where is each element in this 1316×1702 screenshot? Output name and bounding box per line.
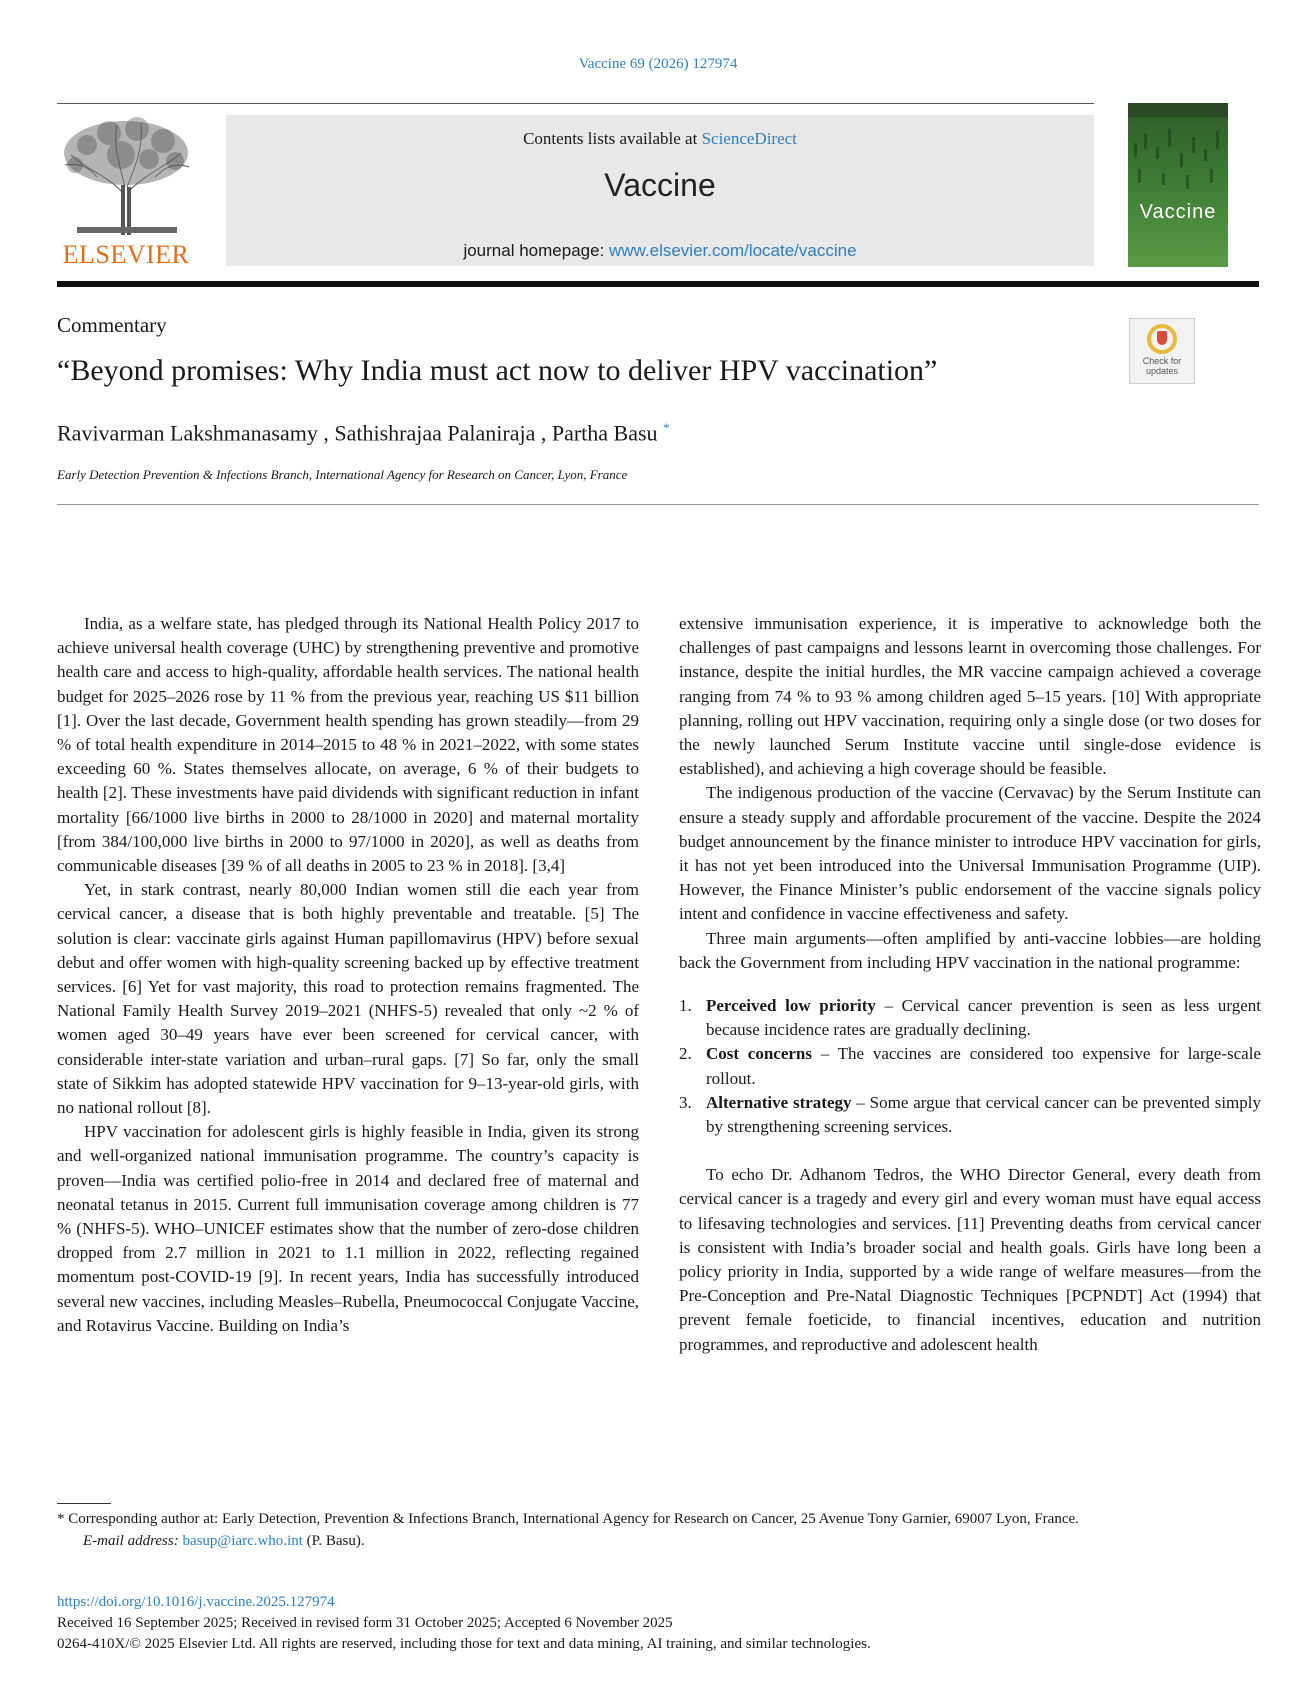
author-names[interactable]: Ravivarman Lakshmanasamy , Sathishrajaa Palaniraja , Partha Basu — [57, 420, 658, 446]
list-item — [679, 1091, 1262, 1139]
crossmark-label — [1130, 356, 1194, 376]
header-thick-rule — [57, 281, 1259, 287]
homepage-link[interactable]: www.elsevier.com/locate/vaccine — [609, 241, 857, 260]
header-divider — [57, 504, 1259, 505]
author-affiliation: Early Detection Prevention & Infections Branch, International Agency for Research on Cancer, Lyon, France — [57, 467, 628, 482]
body-paragraph: To echo Dr. Adhanom Tedros, the WHO Director General, every death from cervical cancer is a tragedy and every girl and every woman must have equal access to lifesaving technologies and services. [11] Preventing deaths from cervical cancer is consistent with India’s broader social and health goals. Girls have long been a policy priority in India, supported by a wide range of welfare measures—from the Pre-Conception and Pre-Natal Diagnostic Techniques [PCPNDT] Act (1994) that prevent female foeticide, to financial incentives, education and nutrition programmes, and reproductive and adolescent health — [679, 1165, 1261, 1354]
article-title: “Beyond promises: Why India must act now to deliver HPV vaccination” — [57, 354, 938, 387]
homepage-line — [226, 241, 1094, 261]
body-paragraph: The indigenous production of the vaccine (Cervavac) by the Serum Institute can ensure a steady supply and affordable procurement of the vaccine. Despite the 2024 budget announcement by the finance minister to introduce HPV vaccination for girls, it has not yet been introduced into the Universal Immunisation Programme (UIP). However, the Finance Minister’s public endorsement of the vaccine signals policy intent and confidence in vaccine effectiveness and safety. — [679, 783, 1261, 924]
list-item-number: 1. — [679, 996, 692, 1016]
list-item-term: Alternative strategy — [706, 1092, 852, 1112]
email-label: E-mail address: — [83, 1533, 183, 1549]
email-suffix: (P. Basu). — [302, 1533, 365, 1549]
email-line — [57, 1530, 1259, 1552]
list-item-number: 3. — [679, 1092, 692, 1112]
article-type: Commentary — [57, 313, 167, 337]
list-item-term: Perceived low priority — [706, 996, 876, 1016]
journal-name: Vaccine — [604, 167, 716, 203]
crossmark-label-line2: updates — [1145, 366, 1179, 376]
homepage-prefix: journal homepage: — [463, 241, 609, 260]
contents-prefix: Contents lists available at — [523, 129, 702, 148]
header-top-rule — [57, 103, 1094, 104]
body-paragraph: Yet, in stark contrast, nearly 80,000 Indian women still die each year from cervical cancer, a disease that is both highly preventable and treatable. [5] The solution is clear: vaccinate girls against Human papillomavirus (HPV) before sexual debut and offer women with high-quality screening backed up by effective treatment services. [6] Yet for vast majority, this road to protection remains fragmented. The National Family Health Survey 2019–2021 (NHFS-5) revealed that only ~2 % of women aged 30–49 years have ever been screened for cervical cancer, with considerable inter-state variation and urban–rural gaps. [7] So far, only the small state of Sikkim has adopted statewide HPV vaccination for 9–13-year-old girls, with no national rollout [8]. — [57, 880, 639, 1118]
crossmark-icon — [1147, 324, 1177, 354]
journal-info-box — [226, 115, 1094, 266]
sciencedirect-link[interactable]: ScienceDirect — [701, 129, 797, 148]
journal-cover-image — [1128, 103, 1228, 267]
article-dates: Received 16 September 2025; Received in revised form 31 October 2025; Accepted 6 November 2025 — [57, 1615, 673, 1631]
article-metadata — [57, 1592, 1259, 1655]
body-paragraph: Three main arguments—often amplified by anti-vaccine lobbies—are holding back the Government from including HPV vaccination in the national programme: — [679, 928, 1261, 972]
journal-header — [57, 103, 1259, 281]
cover-title: Vaccine — [1139, 201, 1217, 223]
footnote-rule — [57, 1503, 111, 1504]
crossmark-label-line1: Check for — [1142, 356, 1182, 366]
body-paragraph: HPV vaccination for adolescent girls is highly feasible in India, given its strong and well-organized national immunisation programme. The country’s capacity is proven—India was certified polio-free in 2014 and declared free of maternal and neonatal tetanus in 2015. Current full immunisation coverage among children is 77 % (NHFS-5). WHO–UNICEF estimates show that the number of zero-dose children dropped from 2.7 million in 2021 to 1.1 million in 2022, reflecting regained momentum post-COVID-19 [9]. In recent years, India has successfully introduced several new vaccines, including Measles–Rubella, Pneumococcal Conjugate Vaccine, and Rotavirus Vaccine. Building on India’s — [57, 1122, 639, 1335]
publisher-name: ELSEVIER — [62, 240, 190, 269]
doi-link[interactable]: https://doi.org/10.1016/j.vaccine.2025.127974 — [57, 1594, 335, 1610]
corresponding-author-note: * Corresponding author at: Early Detection, Prevention & Infections Branch, International Agency for Research on Cancer, 25 Avenue Tony Garnier, 69007 Lyon, France. — [57, 1511, 1079, 1527]
body-paragraph: extensive immunisation experience, it is imperative to acknowledge both the challenges of past campaigns and lessons learnt in overcoming those challenges. For instance, despite the initial hurdles, the MR vaccine campaign achieved a coverage ranging from 74 % to 93 % among children aged 5–15 years. [10] With appropriate planning, rolling out HPV vaccination, requiring only a single dose (or two doses for the newly launched Serum Institute vaccine until single-dose evidence is established), and achieving a high coverage should be feasible. — [679, 614, 1261, 779]
journal-citation[interactable]: Vaccine 69 (2026) 127974 — [578, 56, 738, 72]
elsevier-tree-icon — [57, 115, 195, 237]
list-item — [679, 1042, 1261, 1090]
elsevier-logo — [57, 115, 195, 267]
contents-line — [226, 129, 1094, 149]
body-column-left — [57, 612, 639, 1338]
footnote — [57, 1508, 1259, 1552]
list-item — [679, 994, 1261, 1042]
cover-texture-icon — [1128, 103, 1228, 267]
copyright-line: 0264-410X/© 2025 Elsevier Ltd. All rights are reserved, including those for text and data mining, AI training, and similar technologies. — [57, 1636, 871, 1652]
list-item-text: – Cervical cancer prevention is seen as less urgent because incidence rates are gradually declining. — [706, 996, 1261, 1040]
author-list — [57, 420, 670, 446]
arguments-list — [679, 994, 1261, 1139]
list-item-text: – The vaccines are considered too expensive for large-scale rollout. — [706, 1044, 1261, 1088]
list-item-text: – Some argue that cervical cancer can be prevented simply by strengthening screening services. — [706, 1092, 1262, 1137]
body-paragraph: India, as a welfare state, has pledged through its National Health Policy 2017 to achieve universal health coverage (UHC) by strengthening preventive and promotive health care and access to high-quality, affordable health services. The national health budget for 2025–2026 rose by 11 % from the previous year, reaching US $11 billion [1]. Over the last decade, Government health spending has grown steadily—from 29 % of total health expenditure in 2014–2015 to 48 % in 2021–2022, with some states exceeding 60 %. States themselves allocate, on average, 6 % of their budgets to health [2]. These investments have paid dividends with significant reduction in infant mortality [66/1000 live births in 2000 to 28/1000 in 2020] and maternal mortality [from 384/100,000 live births in 2000 to 97/1000 in 2020], as well as deaths from communicable diseases [39 % of all deaths in 2005 to 23 % in 2018]. [3,4] — [57, 614, 639, 876]
corresponding-author-mark[interactable]: * — [663, 420, 670, 435]
body-column-right — [679, 612, 1261, 1357]
list-item-term: Cost concerns — [706, 1044, 812, 1064]
list-item-number: 2. — [679, 1044, 692, 1064]
email-link[interactable]: basup@iarc.who.int — [182, 1533, 303, 1549]
check-for-updates-badge[interactable] — [1129, 318, 1195, 384]
